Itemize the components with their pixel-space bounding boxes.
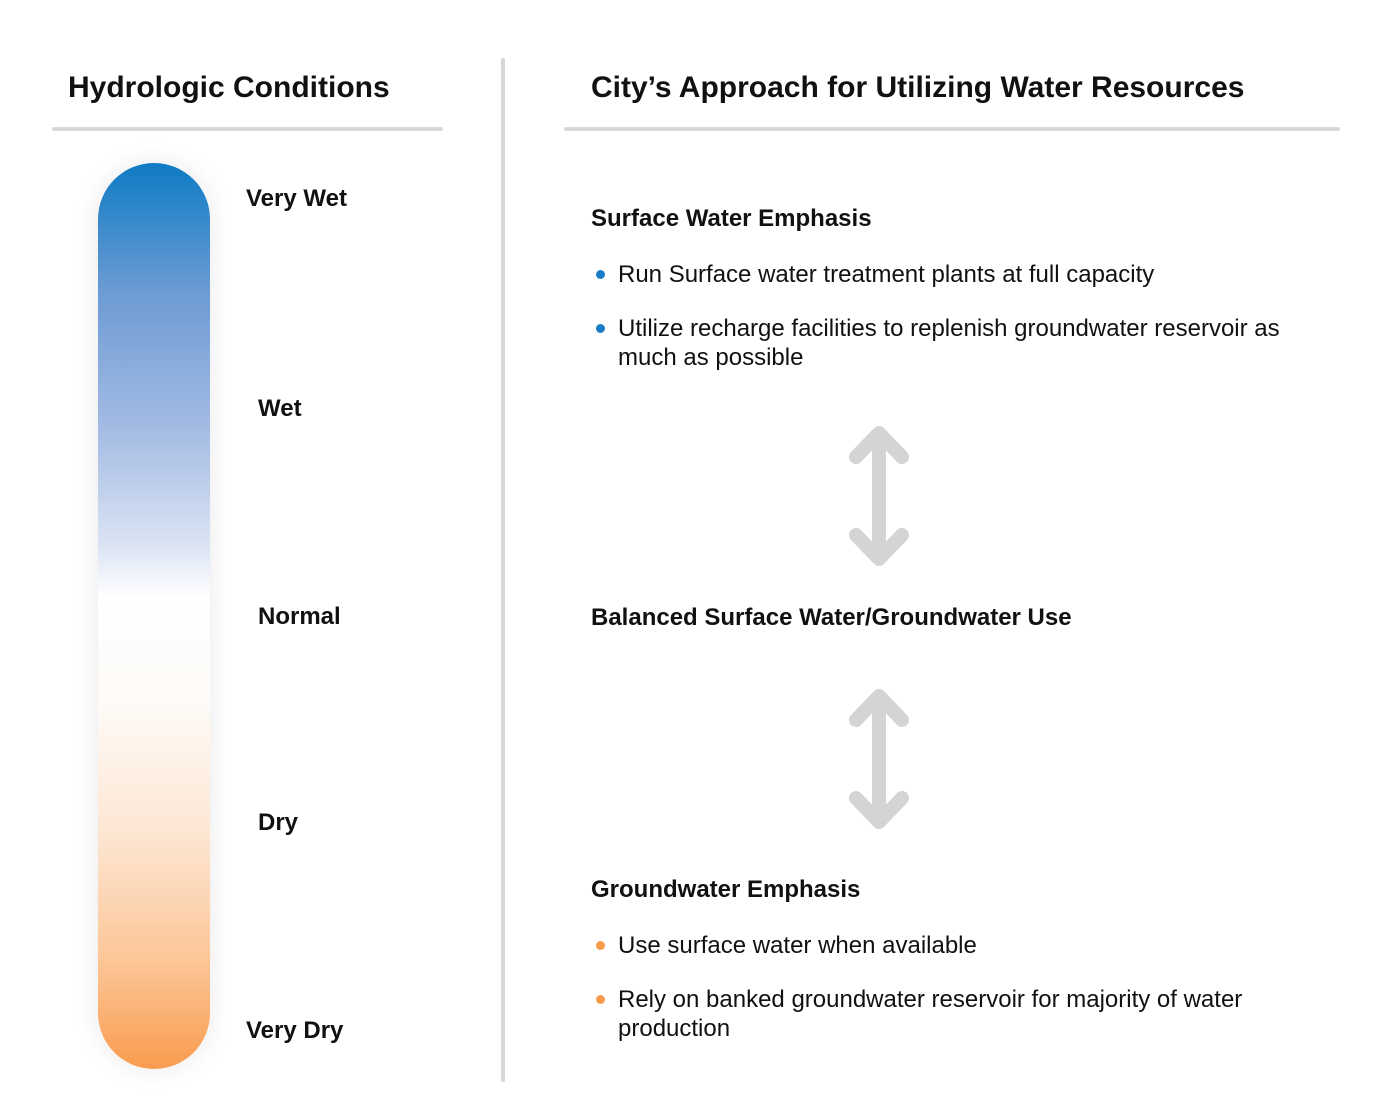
bullet-text: Utilize recharge facilities to replenish groundwater reservoir as much as possible [618, 315, 1280, 371]
bullet-dot [596, 270, 605, 279]
double-headed-vertical-arrow-icon [846, 684, 912, 834]
bullet-text: Run Surface water treatment plants at full capacity [618, 261, 1155, 288]
left-heading: Hydrologic Conditions [68, 71, 390, 104]
list-item [594, 931, 1314, 960]
bullet-dot [596, 995, 605, 1004]
list-item [594, 260, 1314, 289]
bullet-dot [596, 324, 605, 333]
left-heading-rule [52, 127, 443, 131]
right-heading-rule [564, 127, 1340, 131]
list-item [594, 985, 1314, 1043]
level-dry: Dry [258, 809, 299, 836]
level-normal: Normal [258, 603, 341, 630]
level-very-wet: Very Wet [246, 185, 347, 212]
groundwater-bullets [594, 931, 1314, 1068]
bullet-text: Rely on banked groundwater reservoir for majority of water production [618, 986, 1243, 1042]
groundwater-title: Groundwater Emphasis [591, 876, 861, 903]
list-item [594, 314, 1314, 372]
surface-water-bullets [594, 260, 1314, 397]
bullet-dot [596, 941, 605, 950]
bullet-text: Use surface water when available [618, 932, 977, 959]
level-very-dry: Very Dry [246, 1017, 344, 1044]
right-heading: City’s Approach for Utilizing Water Resources [591, 71, 1245, 104]
double-headed-vertical-arrow-icon [846, 421, 912, 571]
level-wet: Wet [258, 395, 302, 422]
hydrologic-gradient-bar [98, 163, 210, 1069]
surface-water-title: Surface Water Emphasis [591, 205, 872, 232]
balanced-use-title: Balanced Surface Water/Groundwater Use [591, 604, 1072, 631]
panel-divider [501, 58, 505, 1082]
